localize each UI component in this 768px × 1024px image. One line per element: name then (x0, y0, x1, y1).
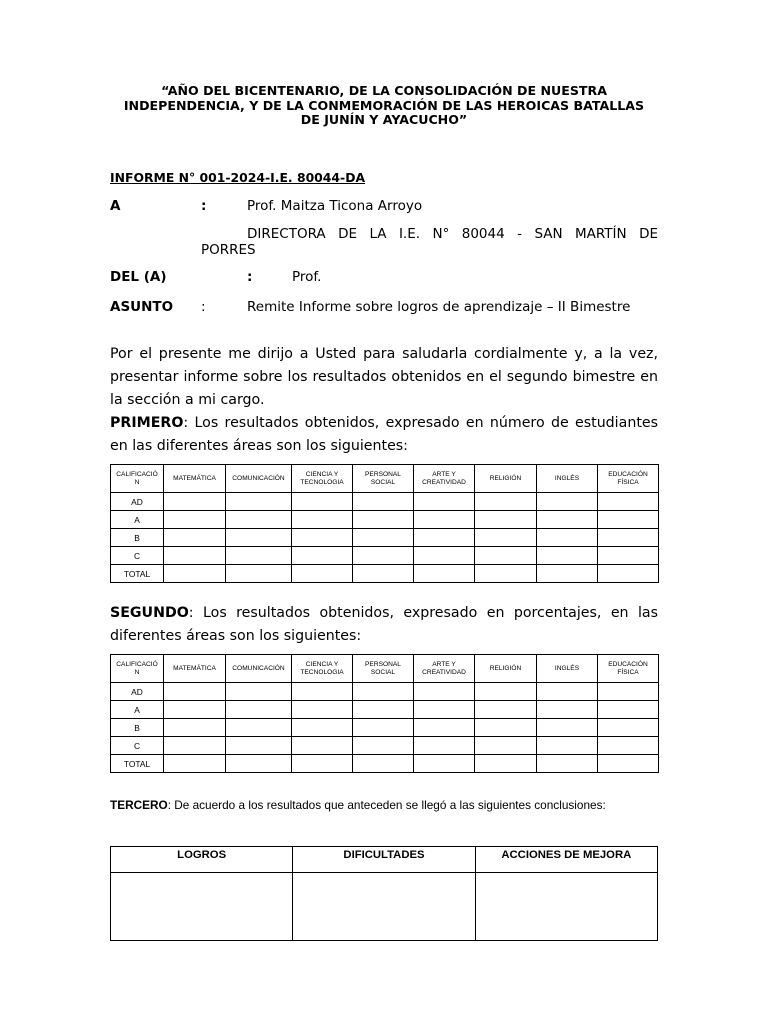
table-cell[interactable] (292, 547, 353, 565)
table-cell[interactable] (598, 755, 659, 773)
table-cell[interactable] (598, 511, 659, 529)
table-cell[interactable] (353, 755, 414, 773)
row-grade-label: C (111, 547, 164, 565)
intro-line-1: Por el presente me dirijo a Usted para saludarla cordialmente y, a la vez, (110, 346, 658, 362)
header-text-line: SOCIAL (370, 668, 396, 676)
table-cell[interactable] (226, 529, 292, 547)
title-line-2: INDEPENDENCIA, Y DE LA CONMEMORACIÓN DE LAS HEROICAS BATALLAS (123, 97, 645, 113)
table-cell[interactable] (353, 683, 414, 701)
field-del-value: Prof. (292, 269, 322, 285)
table-row (111, 547, 659, 565)
header-text-line: CALIFICACIÓ (116, 660, 158, 668)
field-a-colon: : (201, 198, 207, 214)
table-row (111, 755, 659, 773)
table-cell[interactable] (164, 565, 226, 583)
table-cell[interactable] (475, 529, 537, 547)
table-cell[interactable] (414, 683, 475, 701)
table-header-cell (111, 655, 164, 683)
table-cell[interactable] (164, 493, 226, 511)
tercero-paragraph (110, 798, 606, 812)
header-text-line: ARTE Y (432, 470, 456, 478)
tercero-label: TERCERO (110, 798, 168, 812)
field-asunto-colon: : (201, 299, 206, 315)
table-cell[interactable] (537, 511, 598, 529)
segundo-line-1 (110, 602, 658, 625)
table-cell[interactable] (537, 547, 598, 565)
table-cell[interactable] (353, 547, 414, 565)
header-text-line: MATEMÁTICA (173, 474, 216, 482)
intro-paragraph (110, 343, 658, 458)
header-text-line: SOCIAL (370, 478, 396, 486)
table-cell[interactable] (353, 719, 414, 737)
table-cell[interactable] (414, 511, 475, 529)
field-del-label: DEL (A) (110, 269, 167, 285)
table-cell[interactable] (537, 701, 598, 719)
header-text-line: CREATIVIDAD (422, 668, 466, 676)
table-header-cell (598, 655, 659, 683)
table-cell[interactable] (353, 737, 414, 755)
col-dificultades: DIFICULTADES (293, 847, 475, 873)
table-row (111, 565, 659, 583)
table-header-cell (164, 465, 226, 493)
table-header-cell (414, 655, 475, 683)
header-text-line: FÍSICA (617, 668, 639, 676)
table-cell[interactable] (226, 701, 292, 719)
header-text-line: TECNOLOGIA (300, 668, 344, 676)
table-cell[interactable] (164, 683, 226, 701)
header-text-line: TECNOLOGIA (300, 478, 344, 486)
table-row (111, 493, 659, 511)
table-cell[interactable] (598, 529, 659, 547)
table-cell[interactable] (164, 529, 226, 547)
table-cell[interactable] (537, 529, 598, 547)
table-cell[interactable] (226, 547, 292, 565)
table-cell[interactable] (292, 737, 353, 755)
table-header-cell (537, 465, 598, 493)
table-cell[interactable] (226, 755, 292, 773)
table-cell[interactable] (292, 511, 353, 529)
table-header-cell (353, 465, 414, 493)
header-text-line: MATEMÁTICA (173, 664, 216, 672)
cell-acciones[interactable] (475, 873, 657, 941)
table-cell[interactable] (475, 547, 537, 565)
table-cell[interactable] (414, 719, 475, 737)
table-cell[interactable] (414, 565, 475, 583)
row-grade-label: C (111, 737, 164, 755)
title-line-1: “AÑO DEL BICENTENARIO, DE LA CONSOLIDACIÓN DE NUESTRA (161, 83, 607, 98)
table-cell[interactable] (292, 565, 353, 583)
table-cell[interactable] (475, 701, 537, 719)
table-cell[interactable] (414, 755, 475, 773)
table-cell[interactable] (475, 755, 537, 773)
title-line-3: DE JUNÍN Y AYACUCHO” (300, 112, 468, 128)
table-cell[interactable] (164, 701, 226, 719)
table-header-cell (292, 655, 353, 683)
table-row (111, 737, 659, 755)
header-text-line: FÍSICA (617, 478, 639, 486)
primero-line-1 (110, 412, 658, 435)
table-header-cell (537, 655, 598, 683)
table-cell[interactable] (598, 683, 659, 701)
table-cell[interactable] (226, 737, 292, 755)
primero-line-2: en las diferentes áreas son los siguientes: (110, 438, 408, 454)
field-asunto-label: ASUNTO (110, 299, 174, 315)
table-cell[interactable] (226, 493, 292, 511)
directora-line-2: PORRES (201, 242, 256, 258)
row-grade-label: A (111, 511, 164, 529)
document-title (110, 84, 658, 128)
conclusions-header-row (111, 847, 658, 873)
field-a-value: Prof. Maitza Ticona Arroyo (247, 198, 423, 214)
table-cell[interactable] (292, 755, 353, 773)
header-text-line: N (134, 668, 140, 676)
header-text-line: CALIFICACIÓ (116, 470, 158, 478)
header-text-line: EDUCACIÓN (608, 660, 648, 668)
table-cell[interactable] (537, 737, 598, 755)
table-row (111, 511, 659, 529)
table-cell[interactable] (598, 719, 659, 737)
primero-label: PRIMERO (110, 415, 184, 431)
table-header-cell (226, 465, 292, 493)
table-header-cell (414, 465, 475, 493)
table-cell[interactable] (537, 755, 598, 773)
segundo-text-1: : Los resultados obtenidos, expresado en porcentajes, en las (188, 605, 658, 621)
field-del-colon: : (247, 269, 253, 285)
table-cell[interactable] (353, 493, 414, 511)
table-cell[interactable] (475, 719, 537, 737)
table-row (111, 683, 659, 701)
segundo-paragraph (110, 602, 658, 648)
table-cell[interactable] (598, 547, 659, 565)
table-cell[interactable] (226, 565, 292, 583)
table-cell[interactable] (537, 493, 598, 511)
header-text-line: INGLÉS (554, 474, 580, 482)
table-cell[interactable] (353, 565, 414, 583)
table-cell[interactable] (292, 493, 353, 511)
table-cell[interactable] (414, 547, 475, 565)
conclusions-table (110, 846, 658, 941)
table-cell[interactable] (598, 565, 659, 583)
results-table-count (110, 464, 659, 583)
table-cell[interactable] (226, 719, 292, 737)
table-cell[interactable] (414, 737, 475, 755)
table-cell[interactable] (475, 683, 537, 701)
row-grade-label: TOTAL (111, 565, 164, 583)
table-header-cell (353, 655, 414, 683)
intro-line-2: presentar informe sobre los resultados obtenidos en el segundo bimestre en (110, 369, 658, 385)
table-header-cell (226, 655, 292, 683)
header-text-line: CREATIVIDAD (422, 478, 466, 486)
table-header-row (111, 655, 659, 683)
table-header-cell (111, 465, 164, 493)
table-row (111, 529, 659, 547)
row-grade-label: B (111, 719, 164, 737)
table-row (111, 719, 659, 737)
table-cell[interactable] (537, 683, 598, 701)
table-cell[interactable] (164, 511, 226, 529)
row-grade-label: A (111, 701, 164, 719)
cell-logros[interactable] (111, 873, 293, 941)
table-cell[interactable] (353, 511, 414, 529)
header-text-line: INGLÉS (554, 664, 580, 672)
table-header-cell (475, 465, 537, 493)
table-cell[interactable] (164, 547, 226, 565)
row-grade-label: B (111, 529, 164, 547)
field-a-label: A (110, 198, 121, 214)
header-text-line: N (134, 478, 140, 486)
header-text-line: CIENCIA Y (305, 470, 339, 478)
segundo-line-2: diferentes áreas son los siguientes: (110, 628, 362, 644)
directora-line-1: DIRECTORA DE LA I.E. N° 80044 - SAN MARTÍN DE (247, 226, 658, 242)
table-cell[interactable] (475, 565, 537, 583)
table-cell[interactable] (598, 737, 659, 755)
table-cell[interactable] (475, 737, 537, 755)
informe-number: INFORME N° 001-2024-I.E. 80044-DA (110, 170, 366, 185)
header-text-line: PERSONAL (365, 470, 401, 478)
table-cell[interactable] (598, 493, 659, 511)
header-text-line: RELIGIÓN (489, 474, 522, 482)
table-header-cell (164, 655, 226, 683)
table-cell[interactable] (226, 683, 292, 701)
col-logros: LOGROS (111, 847, 293, 873)
header-text-line: ARTE Y (432, 660, 456, 668)
table-cell[interactable] (292, 701, 353, 719)
table-cell[interactable] (292, 719, 353, 737)
col-acciones: ACCIONES DE MEJORA (475, 847, 657, 873)
row-grade-label: AD (111, 683, 164, 701)
table-cell[interactable] (164, 737, 226, 755)
table-cell[interactable] (475, 493, 537, 511)
header-text-line: EDUCACIÓN (608, 470, 648, 478)
cell-dificultades[interactable] (293, 873, 475, 941)
table-header-cell (598, 465, 659, 493)
table-cell[interactable] (537, 719, 598, 737)
header-text-line: COMUNICACIÓN (232, 664, 285, 672)
table-cell[interactable] (353, 701, 414, 719)
table-cell[interactable] (226, 511, 292, 529)
header-text-line: RELIGIÓN (489, 664, 522, 672)
table-cell[interactable] (598, 701, 659, 719)
table-header-cell (475, 655, 537, 683)
row-grade-label: AD (111, 493, 164, 511)
header-text-line: COMUNICACIÓN (232, 474, 285, 482)
results-table-percent (110, 654, 659, 773)
tercero-text: : De acuerdo a los resultados que anteceden se llegó a las siguientes conclusiones: (167, 798, 606, 812)
table-cell[interactable] (164, 755, 226, 773)
table-cell[interactable] (414, 701, 475, 719)
table-header-row (111, 465, 659, 493)
primero-text-1: : Los resultados obtenidos, expresado en número de estudiantes (183, 415, 658, 431)
segundo-label: SEGUNDO (110, 605, 189, 621)
header-text-line: CIENCIA Y (305, 660, 339, 668)
table-cell[interactable] (475, 511, 537, 529)
field-asunto-value: Remite Informe sobre logros de aprendizaje – II Bimestre (247, 299, 631, 315)
table-cell[interactable] (164, 719, 226, 737)
conclusions-body-row (111, 873, 658, 941)
table-cell[interactable] (292, 683, 353, 701)
table-cell[interactable] (414, 493, 475, 511)
table-cell[interactable] (353, 529, 414, 547)
table-cell[interactable] (414, 529, 475, 547)
intro-line-3: la sección a mi cargo. (110, 392, 265, 408)
table-header-cell (292, 465, 353, 493)
header-text-line: PERSONAL (365, 660, 401, 668)
row-grade-label: TOTAL (111, 755, 164, 773)
table-cell[interactable] (292, 529, 353, 547)
table-cell[interactable] (537, 565, 598, 583)
table-row (111, 701, 659, 719)
